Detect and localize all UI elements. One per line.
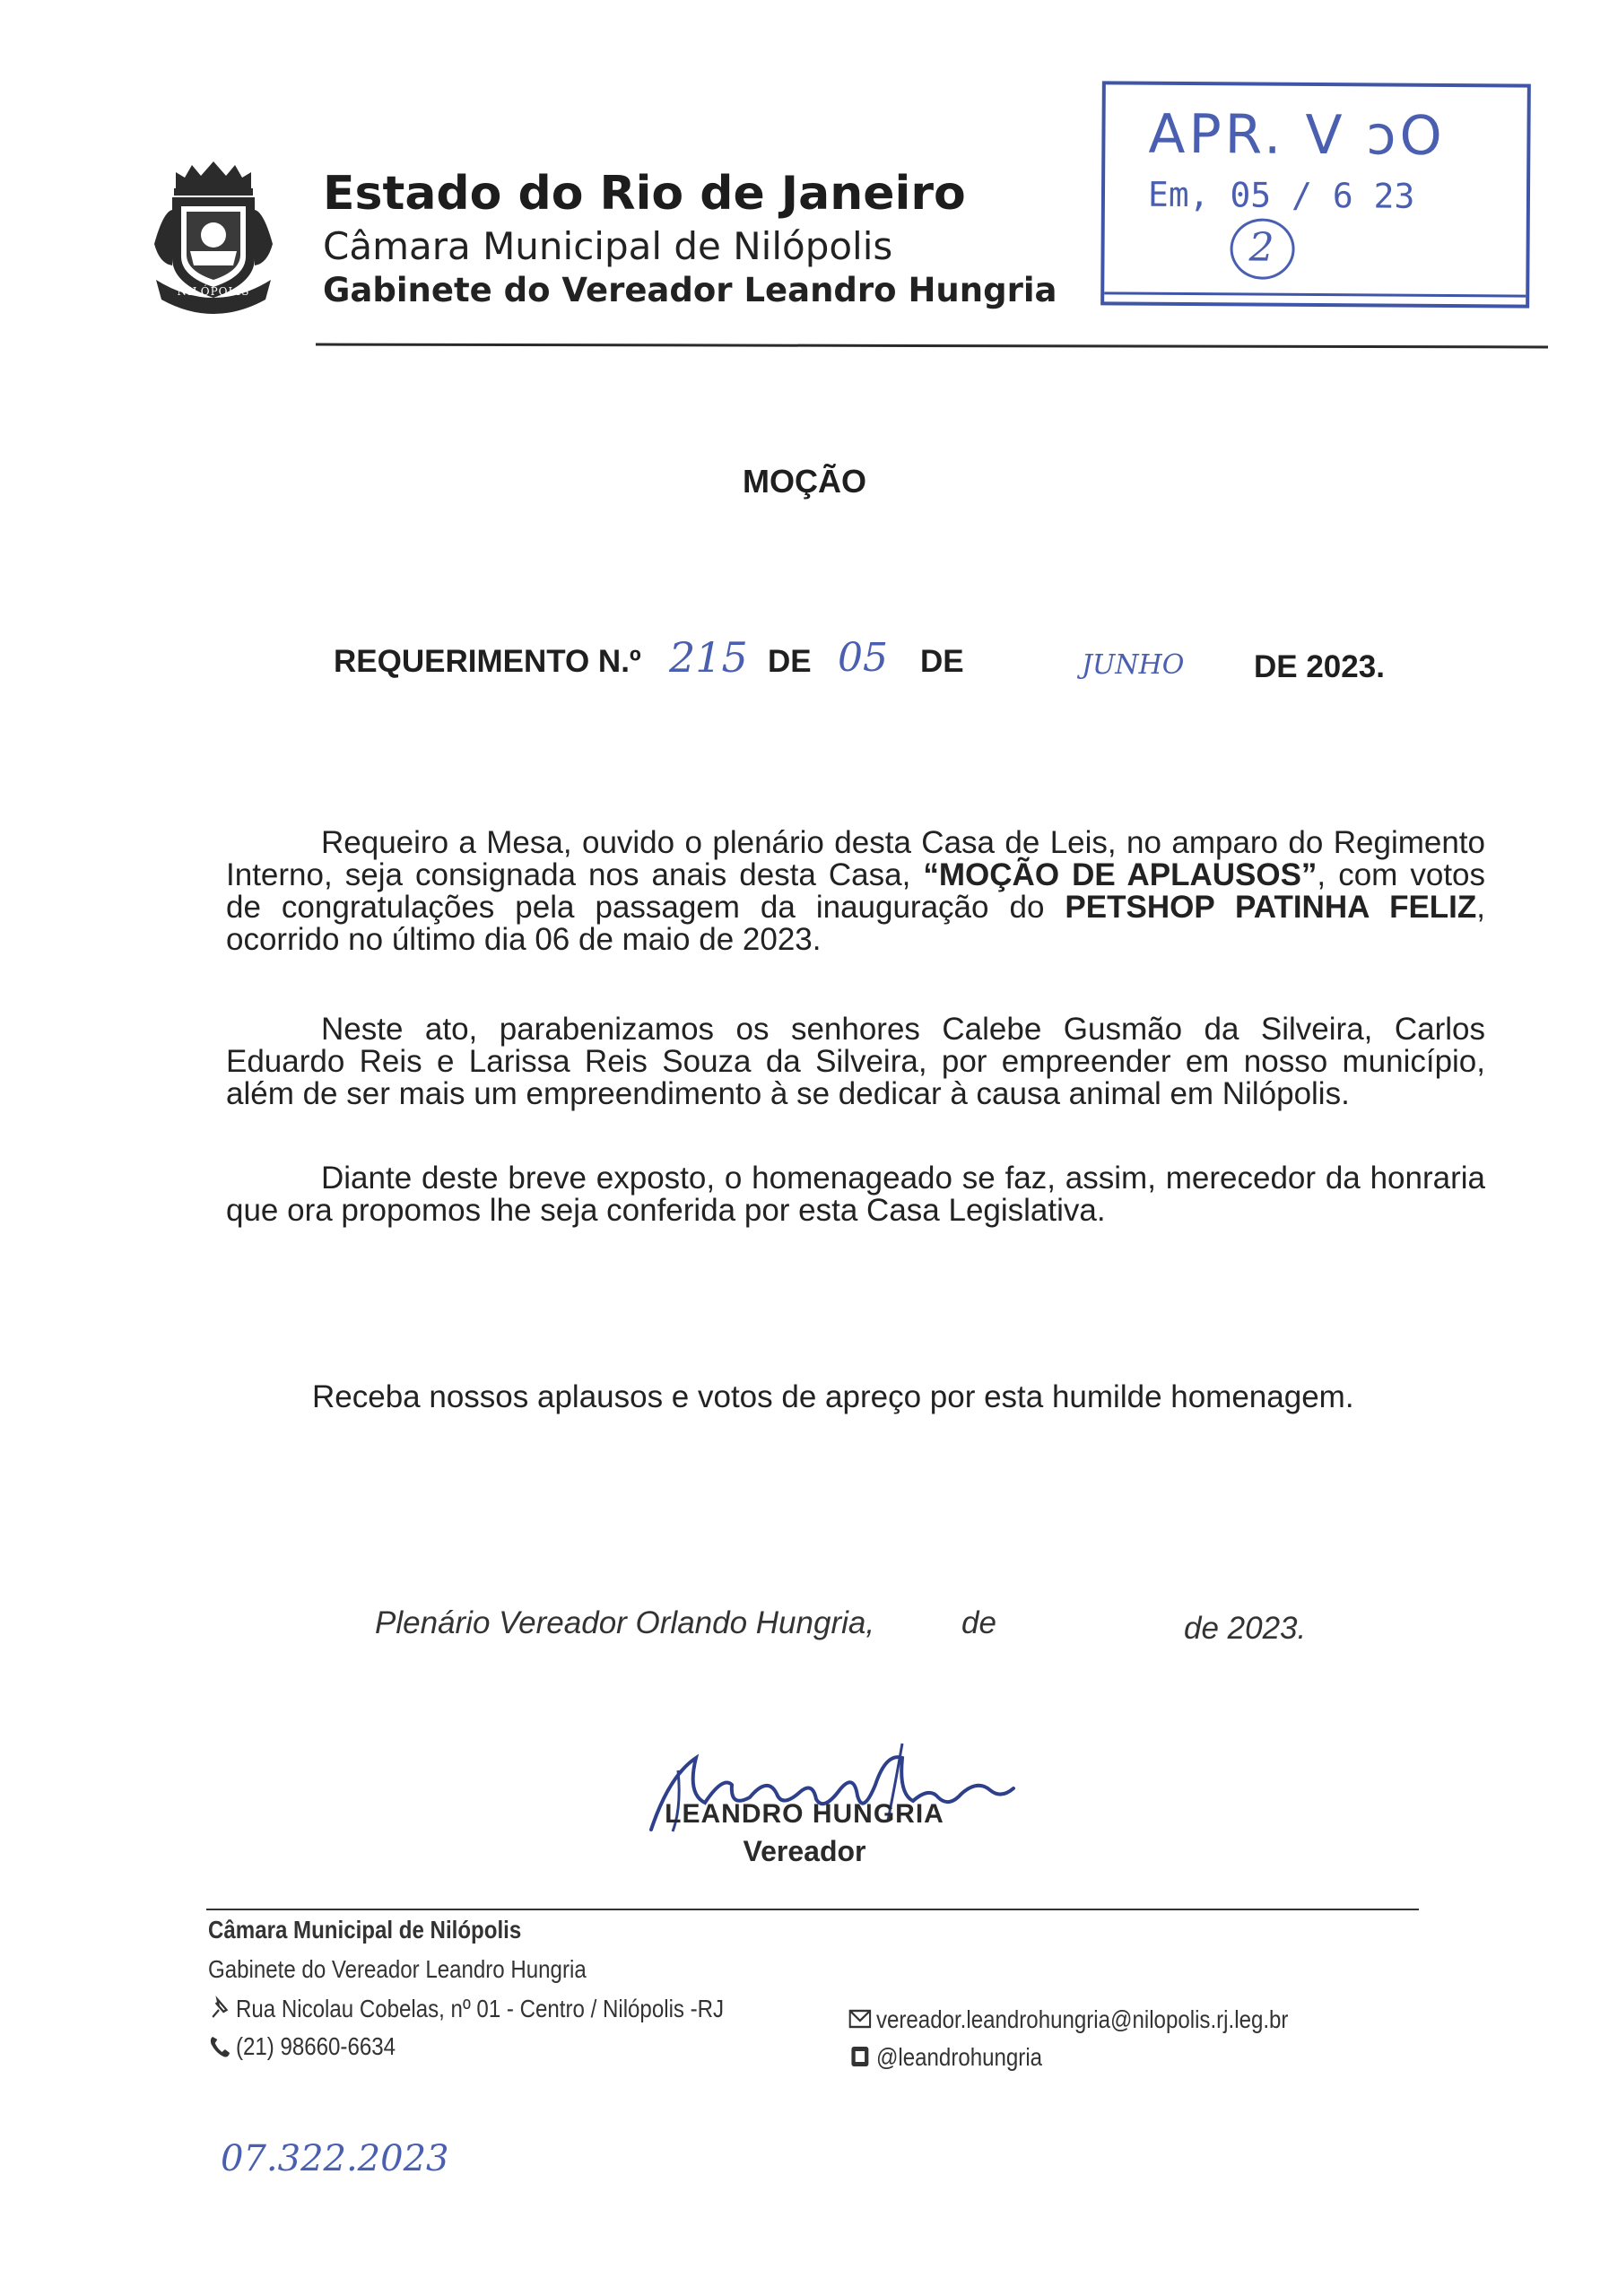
paragraph-3 (226, 1162, 1485, 1227)
footer-phone-text: (21) 98660-6634 (235, 2032, 396, 2060)
requerimento-year: DE 2023. (1254, 649, 1385, 684)
pin-icon (208, 1996, 231, 2021)
phone-icon (208, 2033, 231, 2058)
signer-role: Vereador (743, 1835, 866, 1867)
footer-address (208, 1995, 724, 2023)
crest-ribbon-text: NILÓPOLIS (177, 285, 250, 298)
document-title: MOÇÃO (743, 463, 866, 500)
footer-org: Câmara Municipal de Nilópolis (208, 1916, 522, 1944)
stamp-date: Em, 05 / 6 23 (1147, 174, 1415, 216)
approval-stamp (1100, 81, 1531, 308)
requerimento-month: JUNHO (1082, 649, 1185, 681)
p3-text: Diante deste breve exposto, o homenageado se faz, assim, merecedor da honraria que ora propomos lhe seja conferida por esta Casa Legislativa. (226, 1161, 1485, 1228)
p1-mocao-de-aplausos: “MOÇÃO DE APLAUSOS” (923, 857, 1318, 892)
chamber-title: Câmara Municipal de Nilópolis (323, 224, 893, 268)
place-line-de: de (961, 1605, 996, 1640)
closing-sentence: Receba nossos aplausos e votos de apreço por esta humilde homenagem. (312, 1379, 1354, 1414)
paragraph-1 (226, 827, 1485, 956)
paragraph-2 (226, 1013, 1485, 1110)
requerimento-day: 05 (838, 635, 888, 681)
footer-office: Gabinete do Vereador Leandro Hungria (208, 1955, 587, 1983)
handwritten-protocol-number: 07.322.2023 (221, 2138, 449, 2179)
p1-text-c: , com votos de congratulações pela passagem da inauguração do (226, 857, 1486, 925)
footer-email-text: vereador.leandrohungria@nilopolis.rj.leg.br (875, 2005, 1289, 2033)
social-media-icon (848, 2044, 872, 2069)
stamp-number-circle (1230, 218, 1294, 280)
stamp-number-text: 2 (1248, 224, 1274, 271)
envelope-icon (848, 2006, 872, 2031)
requerimento-de-2: DE (920, 644, 964, 679)
p1-text-a: Requeiro a Mesa, ouvido o plenário desta Casa de Leis, no amparo do Regimento Interno, seja consignada nos anais desta Casa, (226, 825, 1485, 892)
footer-address-text: Rua Nicolau Cobelas, nº 01 - Centro / Nilópolis -RJ (235, 1995, 725, 2022)
requerimento-number: 215 (669, 633, 748, 682)
office-title: Gabinete do Vereador Leandro Hungria (323, 271, 1057, 309)
footer-phone (208, 2032, 396, 2061)
header-divider (316, 344, 1548, 349)
place-line: Plenário Vereador Orlando Hungria, (375, 1605, 875, 1640)
footer-email (848, 2005, 1288, 2034)
p1-text-e: , ocorrido no último dia 06 de maio de 2023. (226, 890, 1486, 957)
signer-name: LEANDRO HUNGRIA (665, 1799, 944, 1829)
p2-text: Neste ato, parabenizamos os senhores Calebe Gusmão da Silveira, Carlos Eduardo Reis e Larissa Reis Souza da Silveira, por empreender em nosso município, além de ser mais um empreendimento à se dedicar à causa animal em Nilópolis. (226, 1012, 1485, 1111)
place-line-year: de 2023. (1184, 1611, 1307, 1646)
stamp-bottom-line (1104, 291, 1526, 297)
state-title: Estado do Rio de Janeiro (323, 167, 966, 221)
p1-petshop-name: PETSHOP PATINHA FELIZ (1065, 890, 1477, 925)
requerimento-de-1: DE (768, 644, 812, 679)
footer-divider (206, 1909, 1419, 1910)
stamp-title: APR. V ᴐO (1148, 102, 1446, 169)
footer-social-text: @leandrohungria (875, 2043, 1043, 2071)
requerimento-label: REQUERIMENTO N.º (334, 644, 641, 679)
stamp-session-number (1230, 218, 1292, 277)
footer-social (848, 2043, 1042, 2072)
